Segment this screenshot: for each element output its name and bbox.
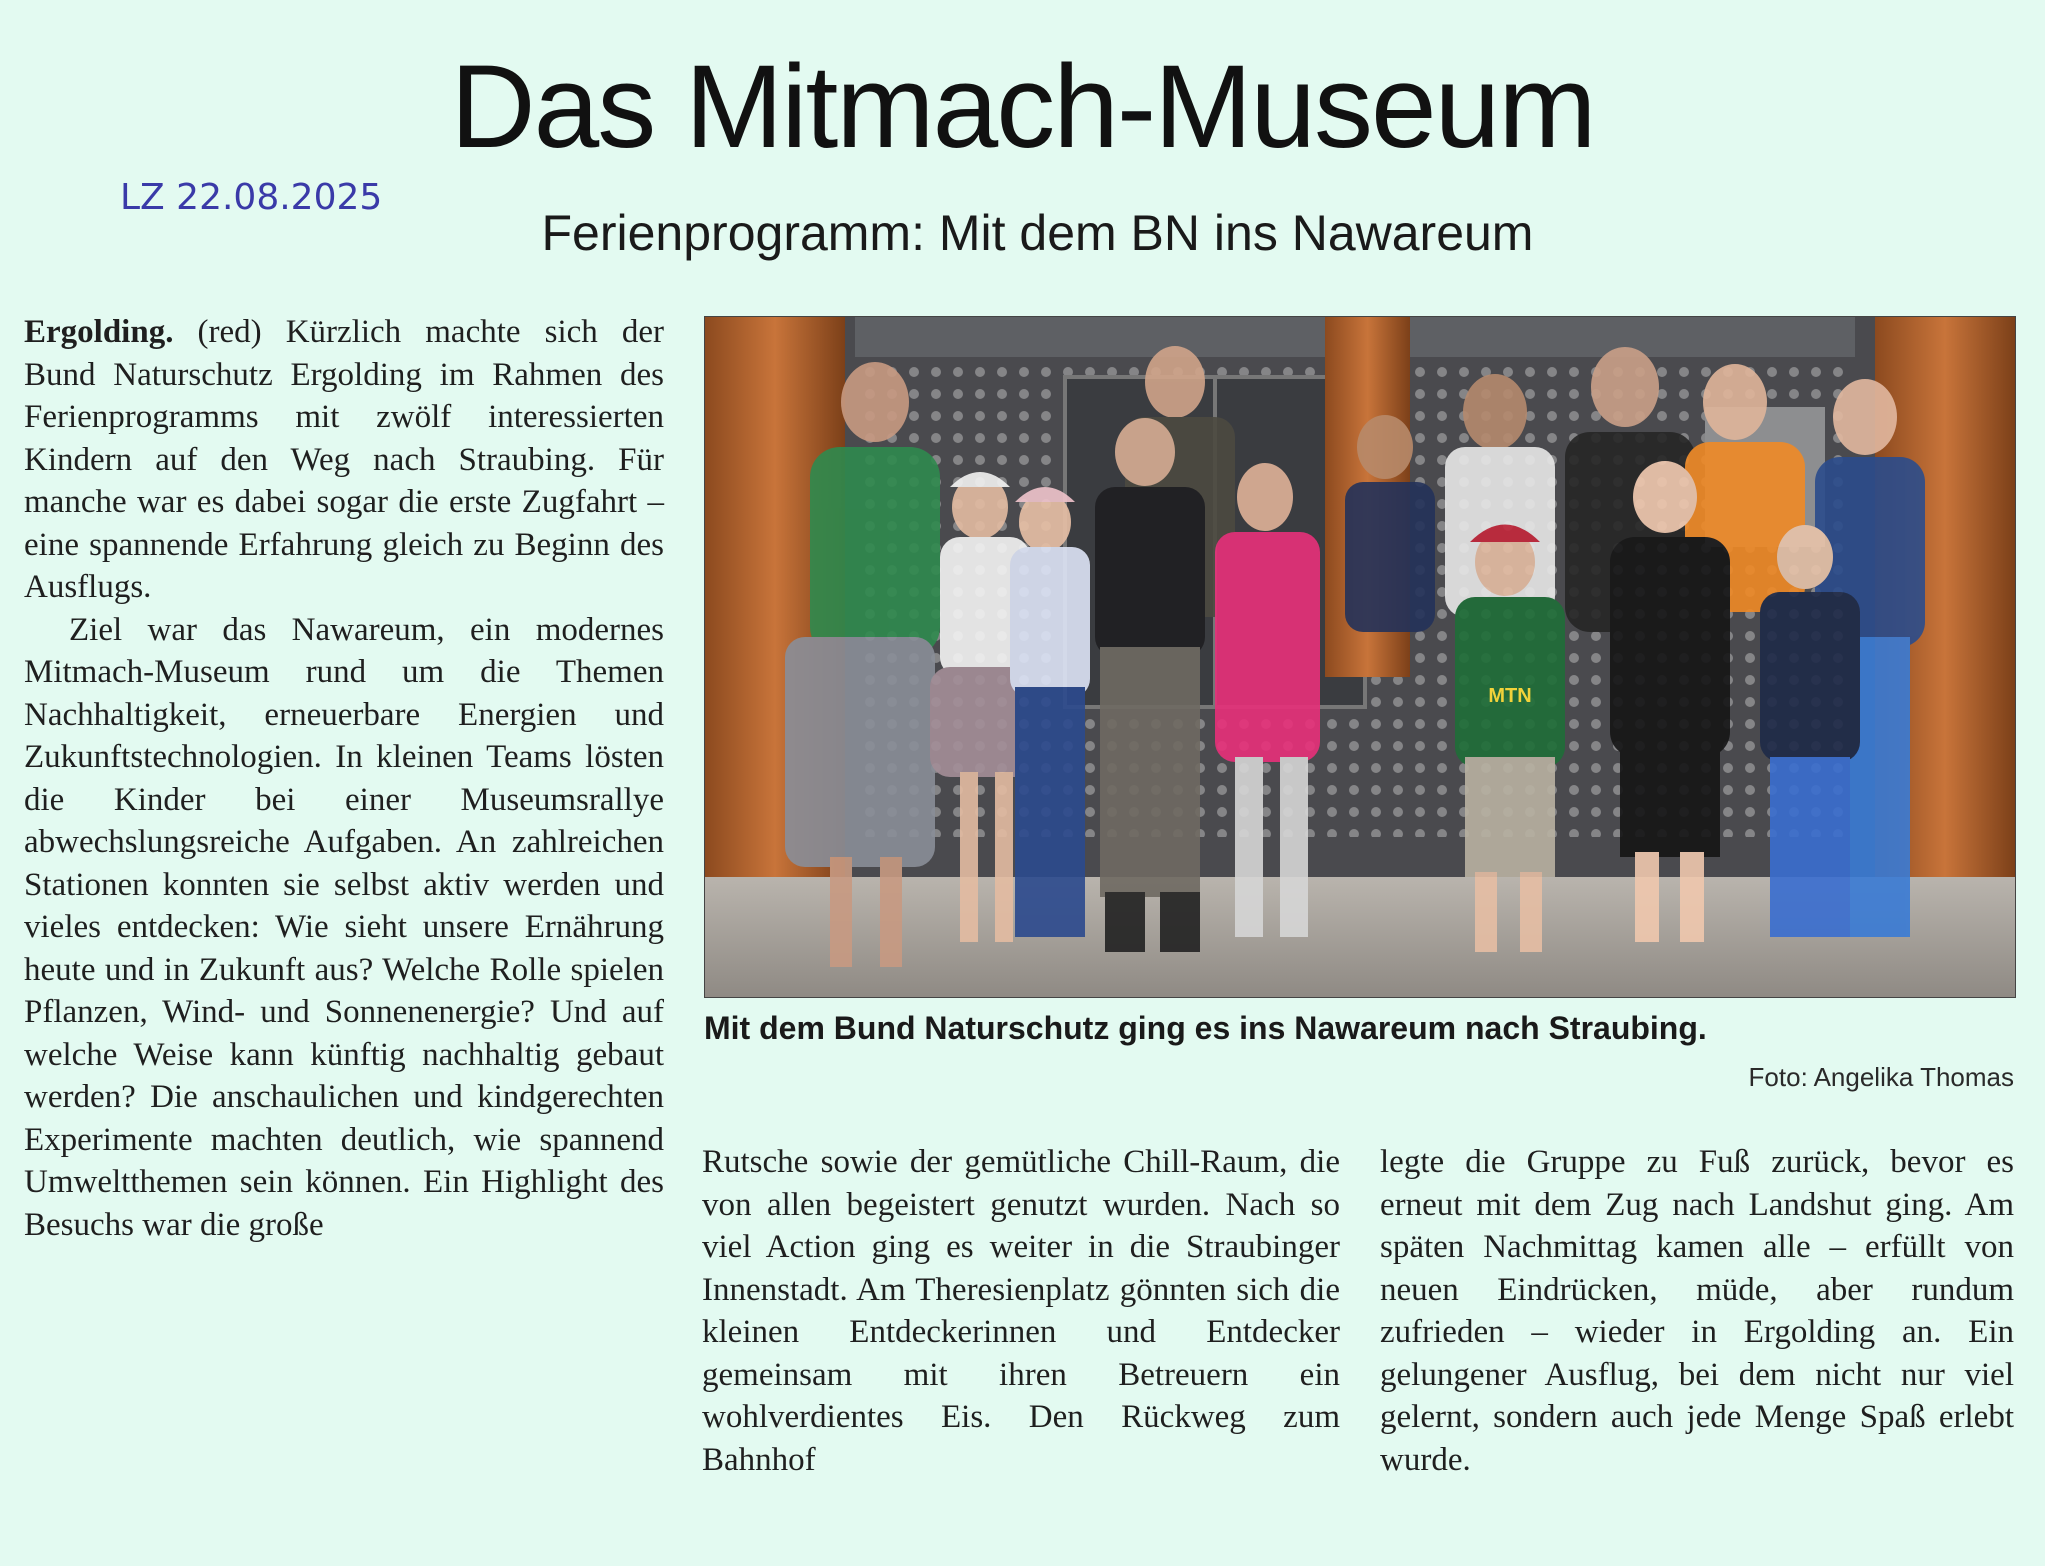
group-photo bbox=[704, 316, 2016, 998]
place-name: Ergolding. bbox=[24, 314, 174, 350]
paragraph-2: Ziel war das Nawareum, ein modernes Mitmach-Museum rund um die Themen Nachhaltigkeit, erneuerbare Energien und Zukunftstechnologien. In kleinen Teams lösten die Kinder bei einer Museumsrallye abwechslungsreiche Aufgaben. An zahlreichen Stationen konnten sie selbst aktiv werden und vieles entdecken: Wie sieht unsere Ernährung heute und in Zukunft aus? Welche Rolle spielen Pflanzen, Wind- und Sonnenenergie? Und auf welche Weise kann künftig nachhaltig gebaut werden? Die anschaulichen und kindgerechten Experimente machten deutlich, wie spannend Umweltthemen sein können. Ein Highlight des Besuchs war die große bbox=[24, 611, 664, 1243]
article-column-2 bbox=[702, 1141, 1340, 1481]
article-column-1 bbox=[24, 311, 664, 1246]
shirt-text: MTN bbox=[1488, 685, 1532, 707]
subheadline: Ferienprogramm: Mit dem BN ins Nawareum bbox=[541, 205, 1534, 261]
dateline: LZ 22.08.2025 bbox=[120, 177, 383, 218]
headline: Das Mitmach-Museum bbox=[450, 41, 1595, 173]
article-column-3 bbox=[1380, 1141, 2014, 1481]
column-3-text: legte die Gruppe zu Fuß zurück, bevor es erneut mit dem Zug nach Landshut ging. Am späten Nachmittag kamen alle – erfüllt von neuen Eindrücken, müde, aber rundum zufrieden – wieder in Ergolding an. Ein gelungener Ausflug, bei dem nicht nur viel gelernt, sondern auch jede Menge Spaß erlebt wurde. bbox=[1380, 1144, 2014, 1478]
column-2-text: Rutsche sowie der gemütliche Chill-Raum, die von allen begeistert genutzt wurden. Nach so viel Action ging es weiter in die Straubinger Innenstadt. Am Theresienplatz gönnten sich die kleinen Entdeckerinnen und Entdecker gemeinsam mit ihren Betreuern ein wohlverdientes Eis. Den Rückweg zum Bahnhof bbox=[702, 1144, 1340, 1478]
photo-caption: Mit dem Bund Naturschutz ging es ins Nawareum nach Straubing. bbox=[704, 1010, 1707, 1046]
photo-credit: Foto: Angelika Thomas bbox=[1748, 1062, 2014, 1092]
paragraph-1-text: (red) Kürzlich machte sich der Bund Naturschutz Ergolding im Rahmen des Ferienprogramms mit zwölf interessierten Kindern auf den Weg nach Straubing. Für manche war es dabei sogar die erste Zugfahrt – eine spannende Erfahrung gleich zu Beginn des Ausflugs. bbox=[24, 314, 664, 605]
paragraph-1 bbox=[24, 311, 664, 609]
